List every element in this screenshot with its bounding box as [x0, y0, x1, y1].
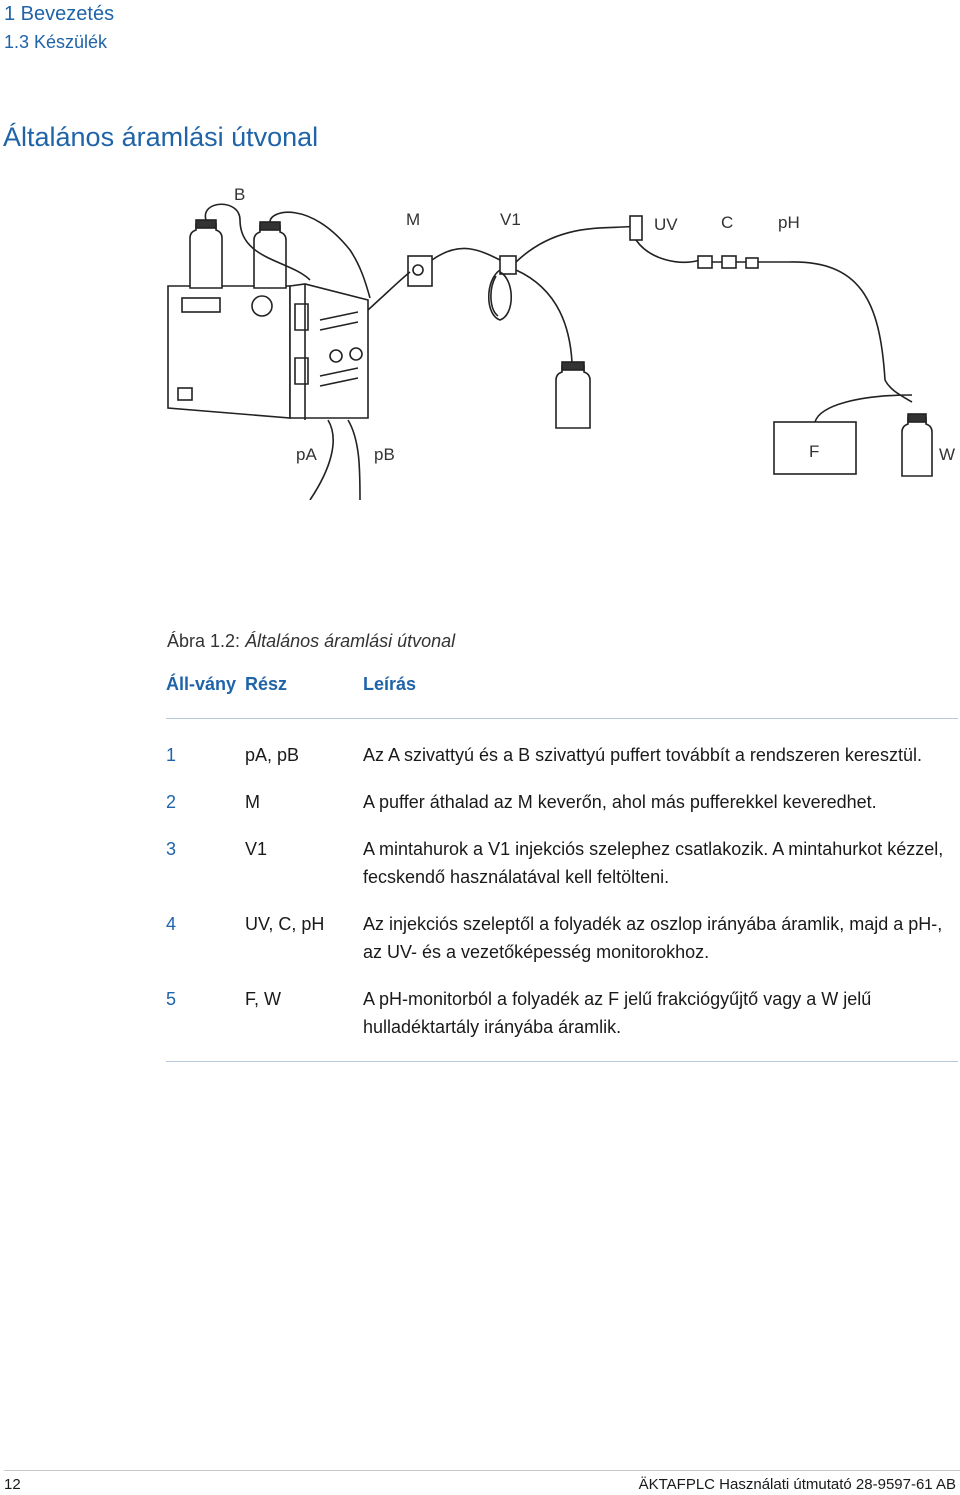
row-pos: 1: [166, 745, 177, 765]
injection-valve-v1: [500, 256, 516, 274]
label-pb: pB: [374, 445, 395, 464]
row-pos: 2: [166, 792, 177, 812]
label-w: W: [939, 445, 956, 464]
row-pos: 3: [166, 839, 177, 859]
chapter-heading: 1 Bevezetés: [4, 3, 115, 25]
row-desc: A puffer áthalad az M keverőn, ahol más pufferekkel keveredhet.: [363, 792, 877, 812]
row-desc: Az A szivattyú és a B szivattyú puffert továbbít a rendszeren keresztül.: [363, 745, 922, 765]
header-part: Rész: [245, 670, 363, 719]
header-desc: Leírás: [363, 670, 958, 719]
label-m: M: [406, 210, 421, 229]
document-title: ÄKTAFPLC Használati útmutató 28-9597-61 AB: [638, 1476, 956, 1493]
table-row: [166, 788, 958, 835]
conductivity-monitor: [698, 256, 712, 268]
buffer-bottle-a: [190, 224, 222, 288]
table-row: [166, 835, 958, 910]
row-desc: A mintahurok a V1 injekciós szelephez csatlakozik. A mintahurkot kézzel, fecskendő használatával kell feltölteni.: [363, 839, 944, 887]
section-heading: 1.3 Készülék: [4, 32, 108, 52]
row-pos: 5: [166, 985, 245, 1062]
table-row: [166, 985, 958, 1062]
ph-monitor: [746, 258, 758, 268]
uv-monitor: [630, 216, 642, 240]
mixer-m: [408, 256, 432, 286]
waste-bottle-w: [902, 418, 932, 476]
label-b: B: [234, 185, 246, 204]
label-f: F: [809, 442, 820, 461]
c-monitor: [722, 256, 736, 268]
flow-path-diagram: [160, 180, 960, 500]
row-desc: A pH-monitorból a folyadék az F jelű frakciógyűjtő vagy a W jelű hulladéktartály irányába áramlik.: [363, 985, 958, 1062]
label-v1: V1: [500, 210, 521, 229]
caption-prefix: Ábra 1.2:: [167, 631, 241, 651]
caption-text: Általános áramlási útvonal: [245, 631, 456, 651]
sample-loop: [489, 270, 512, 320]
parts-table: [166, 670, 958, 1062]
row-part: pA, pB: [245, 745, 300, 765]
footer-divider: [4, 1470, 960, 1471]
label-c: C: [721, 213, 734, 232]
row-desc: Az injekciós szeleptől a folyadék az oszlop irányába áramlik, majd a pH-, az UV- és a vezetőképesség monitorokhoz.: [363, 914, 943, 962]
row-part: M: [245, 792, 260, 812]
page-title: Általános áramlási útvonal: [3, 122, 319, 152]
buffer-bottle-b: [254, 226, 286, 288]
flow-path-figure: [160, 180, 960, 500]
row-part: V1: [245, 839, 268, 859]
header-pos: Áll-vány: [166, 670, 245, 719]
label-uv: UV: [654, 215, 678, 234]
label-ph: pH: [778, 213, 800, 232]
table-row: [166, 719, 958, 789]
figure-caption: [167, 631, 455, 652]
table-row: [166, 910, 958, 985]
sample-bottle: [556, 366, 590, 428]
label-pa: pA: [296, 445, 317, 464]
row-part: F, W: [245, 985, 363, 1062]
row-pos: 4: [166, 914, 177, 934]
page-number: 12: [4, 1476, 21, 1493]
row-part: UV, C, pH: [245, 914, 325, 934]
